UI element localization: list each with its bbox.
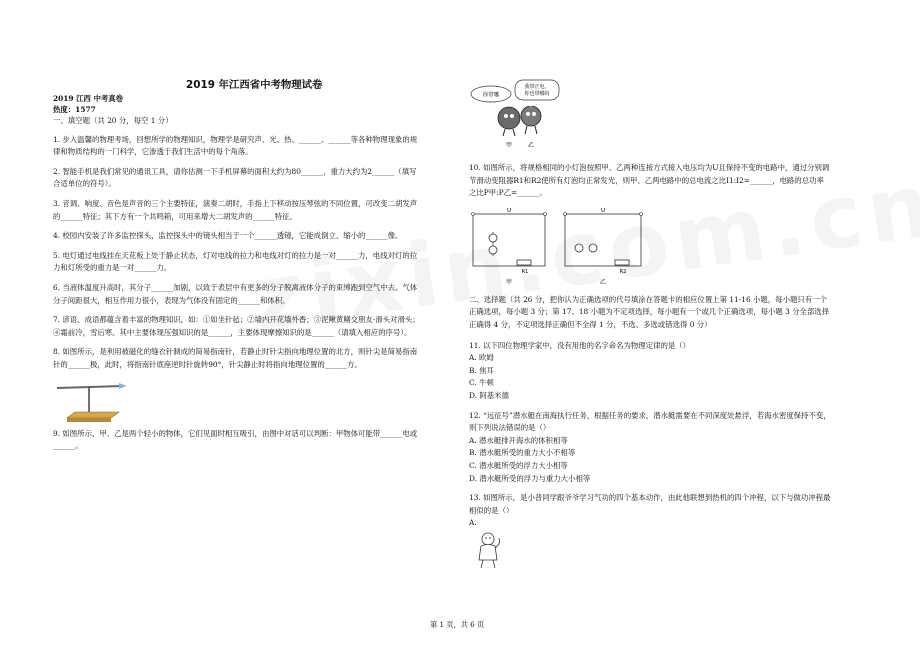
circuit-jia-label: 甲 (505, 278, 513, 286)
q11-option-d: D. 阿基米德 (469, 390, 509, 400)
speech-bubble-right (515, 80, 559, 100)
body-jia (498, 107, 520, 129)
q13-option-a: A. (469, 518, 477, 528)
question-9: 9. 如图所示，甲、乙是两个轻小的物体，它们见面时相互吸引，由图中对话可以判断：甲物体可能带______电或______。 (53, 428, 418, 451)
figure-eye-right (489, 537, 491, 539)
heat-count: 热度：1577 (53, 104, 96, 114)
eye-jia-right (510, 114, 514, 118)
label-yi: 乙 (527, 142, 535, 149)
question-1: 1. 步入温馨的物理考场，回想所学的物理知识，物理学是研究声、光、热、______、______等各种物理现象的规律和物质结构的一门科学，它渗透于我们生活中的每个角落。 (53, 134, 418, 157)
speech-text-left: 你带哪 (482, 92, 500, 99)
q11-option-c: C. 牛顿 (469, 378, 494, 388)
leg-yi-right (535, 126, 537, 134)
question-11: 11. 以下四位物理学家中，没有用他的名字命名为物理定律的是（） (469, 340, 691, 350)
rheostat-r2 (615, 260, 629, 265)
section-heading: 一、填空题（共 20 分，每空 1 分） (53, 116, 173, 125)
plus-sign: + (528, 103, 534, 110)
q12-option-b: B. 潜水艇所受的重力大小不相等 (469, 448, 576, 458)
question-12: 12. “远征号”潜水艇在南海执行任务，根据任务的要求，潜水艇需要在不同深度处悬浮，若海水密度保持不变，则下列说法错误的是（） (469, 410, 831, 433)
stand-base-side (67, 418, 111, 422)
left-column (53, 66, 423, 453)
question-6: 6. 当液体温度升高时，其分子______加剧，以致于表层中有更多的分子脱离液体分子的束缚跑到空气中去。气体分子间距很大，相互作用力很小，表现为气体没有固定的______和体积。 (53, 282, 418, 305)
question-5: 5. 电灯通过电线挂在天花板上处于静止状态，灯对电线的拉力和电线对灯的拉力是一对______力，电线对灯的拉力和灯所受的重力是一对______力。 (53, 250, 418, 273)
q11-option-b: B. 焦耳 (469, 365, 494, 375)
rheostat-r2-label: R2 (619, 268, 627, 275)
page-footer: 第 1 页，共 6 页 (430, 620, 485, 629)
rheostat-r1 (517, 260, 531, 265)
leg-yi-left (525, 126, 527, 134)
speech-text-right-1: 我带正电， (524, 84, 550, 90)
eye-yi-right (532, 112, 536, 116)
stand-base (67, 412, 119, 418)
terminal-jia-right (544, 212, 547, 215)
circuit-jia-frame (473, 214, 545, 266)
exam-source: 2019 江西 中考真卷 (53, 94, 124, 103)
qigong-figure-a (473, 530, 507, 570)
leg-jia-right (513, 129, 515, 136)
circuit-yi-label: 乙 (599, 278, 607, 286)
voltage-label-yi: U (600, 207, 606, 214)
circuit-yi-frame (565, 214, 641, 266)
figure-leg-right (493, 560, 495, 568)
section-2-heading: 二、选择题（共 26 分，把你认为正确选项的代号填涂在答题卡的相应位置上第 11-16 小题，每小题只有一个正确选项，每小题 3 分；第 17、18 小题为不定项选择，每小题有一个或几个正确选项，每小题 3 分全部选择正确得 4 分，不定项选择正确但不全得 1 分，不选、多选或错选得 0 分） (469, 294, 830, 329)
voltage-label-jia: U (506, 207, 512, 214)
question-3: 3. 音调、响度、音色是声音的三个主要特征，演奏二胡时，手指上下移动按压琴弦的不同位置，可改变二胡发声的______特征；其下方有一个共鸣箱，可用来增大二胡发声的______特征。 (53, 198, 418, 221)
speech-text-right-2: 你也带哪吗 (524, 91, 550, 97)
eye-jia-left (504, 114, 508, 118)
q12-option-d: D. 潜水艇所受的浮力与重力大小相等 (469, 473, 591, 483)
label-jia: 甲 (505, 142, 513, 149)
needle-compass-figure (53, 378, 133, 424)
needle-tip (119, 383, 127, 389)
charged-bodies-figure (469, 76, 569, 156)
q11-option-a: A. 欧姆 (469, 353, 494, 363)
question-8: 8. 如图所示，是利用被磁化的缝衣针制成的简易指南针，若静止时针尖指向地理位置的北方，则针尖是简易指南针的______极，此时，将指南针底座逆时针旋转90°，针尖静止时将指向地理位置的______方。 (53, 347, 418, 369)
figure-arm (495, 538, 500, 548)
needle (57, 386, 123, 388)
question-7: 7. 谚语、成语都蕴含着丰富的物理知识，如：①如坐针毡；②墙内开花墙外香；③泥鳅黄鳝交朋友-滑头对滑头；④霜前冷，雪后寒。其中主要体现压强知识的是______，主要体现摩擦知识的是______（请填入相应的序号）。 (53, 315, 420, 337)
leg-jia-left (503, 129, 505, 136)
right-column (469, 76, 831, 570)
q12-option-c: C. 潜水艇所受的浮力大小相等 (469, 460, 568, 470)
question-13: 13. 如图所示，是小普同学跟爷爷学习气功的四个基本动作，由此他联想到热机的四个冲程，以下与做功冲程最相似的是（） (469, 493, 831, 515)
q12-option-a: A. 潜水艇排开海水的体积相等 (469, 435, 568, 445)
terminal-jia-left (472, 212, 475, 215)
terminal-yi-right (640, 212, 643, 215)
figure-head (482, 533, 494, 545)
lamp-yi-2 (589, 244, 597, 252)
lamp-jia-1 (489, 234, 497, 242)
rheostat-r1-label: R1 (521, 268, 529, 275)
circuit-figure (469, 208, 649, 288)
figure-eye-left (485, 537, 487, 539)
figure-body (479, 544, 497, 560)
question-4: 4. 校园内安装了许多监控探头，监控探头中的镜头相当于一个______透镜，它能成倒立、缩小的______像。 (53, 231, 403, 241)
lamp-yi-1 (575, 244, 583, 252)
lamp-jia-2 (489, 246, 497, 254)
eye-yi-left (526, 112, 530, 116)
question-2: 2. 智能手机是我们常见的通讯工具，请你估测一下手机屏幕的面积大约为80______，重力大约为2______（填写合适单位的符号）。 (53, 166, 417, 189)
terminal-yi-left (564, 212, 567, 215)
figure-leg-left (481, 560, 483, 568)
question-10: 10. 如图所示，将规格相同的小灯泡按照甲、乙两种连接方式接入电压均为U且保持不变的电路中，通过分别调节滑动变阻器R1和R2使所有灯泡均正常发光，则甲、乙两电路中的总电流之比I1:I2=______，电路的总功率之比P甲:P乙=______。 (469, 163, 830, 198)
page-title: 2019 年江西省中考物理试卷 (186, 79, 323, 91)
